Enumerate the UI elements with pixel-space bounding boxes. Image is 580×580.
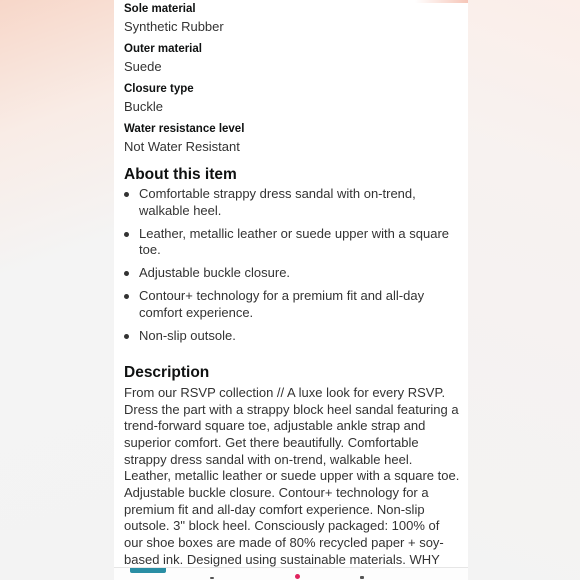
attribute-value: Synthetic Rubber: [124, 19, 224, 34]
background-left: [0, 0, 114, 580]
description-heading: Description: [124, 364, 210, 381]
about-bullet-list: [124, 186, 460, 351]
bottom-navigation-bar[interactable]: [114, 567, 468, 580]
attribute-value: Buckle: [124, 99, 164, 114]
background-right: [468, 0, 580, 580]
list-item: [124, 265, 460, 282]
attribute-outer-material: [124, 42, 202, 76]
bullet-text: Contour+ technology for a premium fit and all-day comfort experience.: [139, 288, 425, 321]
attribute-label: Sole material: [124, 3, 196, 15]
list-item: [124, 328, 460, 345]
attribute-water-resistance: [124, 122, 244, 156]
product-details-panel: [114, 0, 468, 580]
pink-dot-icon: [295, 574, 300, 579]
attribute-label: Water resistance level: [124, 123, 245, 135]
attribute-label: Closure type: [124, 83, 194, 95]
about-heading: About this item: [124, 166, 237, 183]
bullet-text: Non-slip outsole.: [139, 328, 236, 344]
description-text: From our RSVP collection // A luxe look for every RSVP. Dress the part with a strappy block heel sandal featuring a trend-forward square toe, adjustable ankle strap and superior comfort. Get there beautifully. Comfortable strappy dress sandal with on-trend, walkable heel. Leather, metallic leather or suede upper with a square toe. Adjustable buckle closure. Contour+ technology for a premium fit and all-day comfort experience. Non-slip outsole. 3" block heel. Consciously packaged: 100% of our shoe boxes are made of 80% recycled paper + soy-based ink. Designed using sustainable materials. WHY: [124, 385, 460, 567]
list-item: [124, 186, 460, 219]
attribute-sole-material: [124, 2, 224, 36]
bullet-text: Adjustable buckle closure.: [139, 265, 291, 281]
dash-icon: [360, 576, 364, 579]
attribute-value: Suede: [124, 59, 162, 74]
active-tab-indicator[interactable]: [130, 568, 166, 573]
bullet-text: Leather, metallic leather or suede upper with a square toe.: [139, 225, 450, 258]
attribute-label: Outer material: [124, 43, 202, 55]
attribute-closure-type: [124, 82, 194, 116]
bullet-dot-icon: [124, 192, 129, 197]
bullet-dot-icon: [124, 232, 129, 237]
bullet-dot-icon: [124, 271, 129, 276]
attribute-value: Not Water Resistant: [124, 139, 240, 154]
bullet-dot-icon: [124, 334, 129, 339]
bullet-text: Comfortable strappy dress sandal with on-trend, walkable heel.: [139, 186, 416, 218]
list-item: [124, 288, 460, 321]
bullet-dot-icon: [124, 294, 129, 299]
list-item: [124, 226, 460, 259]
dash-icon: [210, 577, 214, 579]
